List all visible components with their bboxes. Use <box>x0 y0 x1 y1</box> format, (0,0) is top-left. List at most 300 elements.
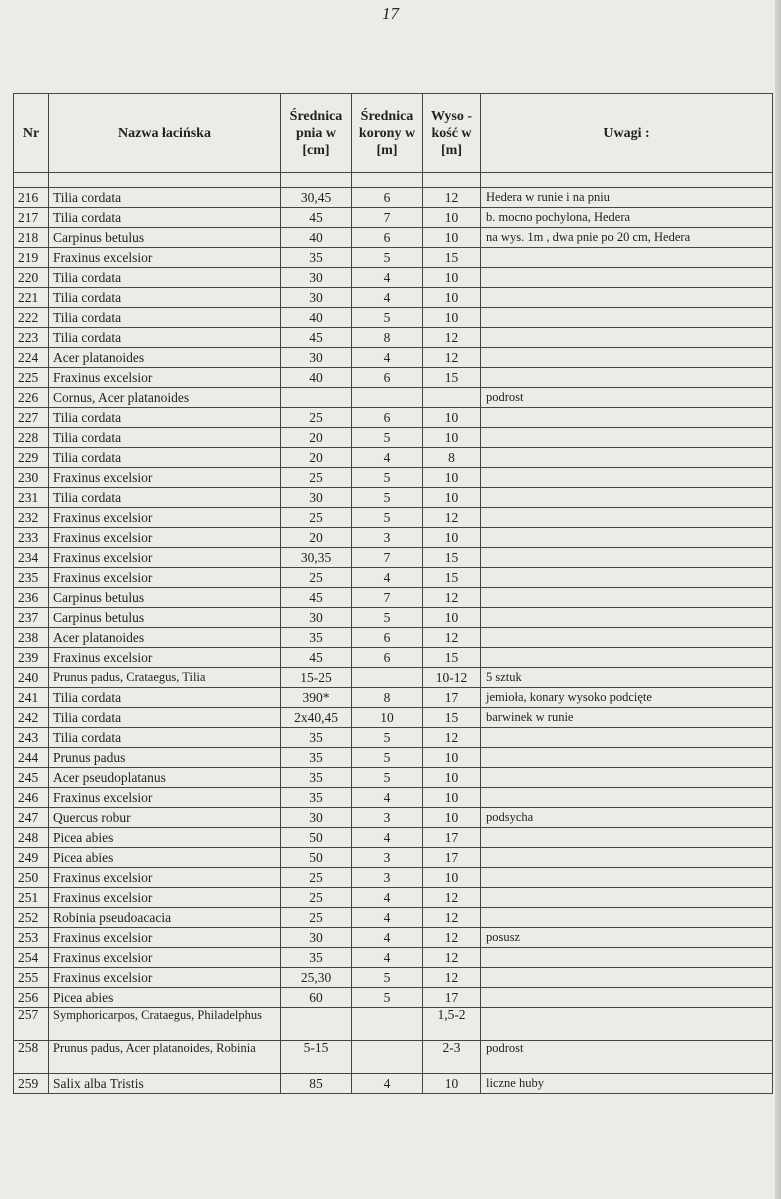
table-row <box>14 1074 773 1094</box>
cell-trunk-diameter: 20 <box>281 528 352 548</box>
cell-height: 10-12 <box>423 668 481 688</box>
cell-nr: 241 <box>14 688 49 708</box>
cell-notes <box>481 368 773 388</box>
cell-trunk-diameter: 25 <box>281 508 352 528</box>
cell-trunk-diameter: 25 <box>281 888 352 908</box>
cell-nr: 247 <box>14 808 49 828</box>
table-row <box>14 308 773 328</box>
table-row <box>14 1041 773 1074</box>
cell-height: 15 <box>423 368 481 388</box>
cell-nr: 226 <box>14 388 49 408</box>
cell-height: 12 <box>423 968 481 988</box>
cell-trunk-diameter: 25 <box>281 908 352 928</box>
cell-notes <box>481 628 773 648</box>
cell-height: 10 <box>423 288 481 308</box>
cell-latin-name: Tilia cordata <box>49 488 281 508</box>
cell-nr: 245 <box>14 768 49 788</box>
cell-height: 15 <box>423 568 481 588</box>
table-row <box>14 968 773 988</box>
cell-notes: liczne huby <box>481 1074 773 1094</box>
table-row <box>14 528 773 548</box>
cell-latin-name: Carpinus betulus <box>49 228 281 248</box>
cell-trunk-diameter: 5-15 <box>281 1041 352 1074</box>
header-trunk-diameter: Średnica pnia w [cm] <box>281 94 352 173</box>
table-header-row <box>14 94 773 173</box>
cell-latin-name: Acer platanoides <box>49 348 281 368</box>
cell-height: 12 <box>423 908 481 928</box>
cell-latin-name: Fraxinus excelsior <box>49 928 281 948</box>
cell-crown-diameter: 4 <box>352 788 423 808</box>
cell-trunk-diameter: 35 <box>281 728 352 748</box>
cell-height: 10 <box>423 228 481 248</box>
page-number: 17 <box>382 4 399 23</box>
cell-trunk-diameter: 45 <box>281 588 352 608</box>
cell-trunk-diameter: 35 <box>281 948 352 968</box>
cell-trunk-diameter: 30 <box>281 488 352 508</box>
cell-notes <box>481 348 773 368</box>
cell-notes: posusz <box>481 928 773 948</box>
table-row <box>14 428 773 448</box>
cell-nr: 259 <box>14 1074 49 1094</box>
header-nr: Nr <box>14 94 49 173</box>
cell-crown-diameter: 8 <box>352 688 423 708</box>
cell-latin-name: Acer platanoides <box>49 628 281 648</box>
cell-notes <box>481 428 773 448</box>
cell-notes: na wys. 1m , dwa pnie po 20 cm, Hedera <box>481 228 773 248</box>
table-row <box>14 868 773 888</box>
table-row <box>14 668 773 688</box>
cell-trunk-diameter: 40 <box>281 308 352 328</box>
cell-height: 15 <box>423 648 481 668</box>
cell-crown-diameter: 4 <box>352 888 423 908</box>
table-row <box>14 988 773 1008</box>
cell-height: 10 <box>423 868 481 888</box>
cell-crown-diameter: 5 <box>352 768 423 788</box>
cell-height: 10 <box>423 308 481 328</box>
cell-crown-diameter: 6 <box>352 648 423 668</box>
table-row <box>14 328 773 348</box>
table-row <box>14 488 773 508</box>
cell-crown-diameter: 7 <box>352 548 423 568</box>
cell-crown-diameter: 4 <box>352 1074 423 1094</box>
cell-nr: 223 <box>14 328 49 348</box>
cell-nr: 220 <box>14 268 49 288</box>
cell-crown-diameter: 7 <box>352 588 423 608</box>
cell-notes <box>481 448 773 468</box>
cell-nr: 251 <box>14 888 49 908</box>
header-crown-diameter: Średnica korony w [m] <box>352 94 423 173</box>
cell-height: 12 <box>423 888 481 908</box>
cell-crown-diameter: 5 <box>352 488 423 508</box>
table-row <box>14 948 773 968</box>
cell-latin-name: Robinia pseudoacacia <box>49 908 281 928</box>
cell-height: 15 <box>423 248 481 268</box>
cell-nr: 246 <box>14 788 49 808</box>
cell-nr: 253 <box>14 928 49 948</box>
table-row <box>14 348 773 368</box>
cell-height: 8 <box>423 448 481 468</box>
cell-notes <box>481 1008 773 1041</box>
cell-height: 12 <box>423 348 481 368</box>
tree-inventory-table <box>13 93 773 1094</box>
cell-crown-diameter: 8 <box>352 328 423 348</box>
cell-latin-name: Fraxinus excelsior <box>49 948 281 968</box>
cell-nr: 221 <box>14 288 49 308</box>
cell-latin-name: Picea abies <box>49 828 281 848</box>
table-row <box>14 828 773 848</box>
cell-trunk-diameter: 50 <box>281 848 352 868</box>
cell-nr: 243 <box>14 728 49 748</box>
cell-height: 10 <box>423 268 481 288</box>
cell-notes: podsycha <box>481 808 773 828</box>
table-row <box>14 368 773 388</box>
cell-trunk-diameter: 30 <box>281 348 352 368</box>
cell-height: 17 <box>423 828 481 848</box>
table-row <box>14 728 773 748</box>
cell-notes: podrost <box>481 1041 773 1074</box>
cell-nr: 233 <box>14 528 49 548</box>
cell-crown-diameter <box>352 668 423 688</box>
cell-crown-diameter <box>352 388 423 408</box>
cell-height: 17 <box>423 848 481 868</box>
cell-notes <box>481 248 773 268</box>
cell-notes <box>481 988 773 1008</box>
cell-notes: podrost <box>481 388 773 408</box>
cell-height: 10 <box>423 808 481 828</box>
table-row <box>14 388 773 408</box>
table-row <box>14 208 773 228</box>
cell-trunk-diameter: 30 <box>281 288 352 308</box>
table-row <box>14 288 773 308</box>
cell-nr: 225 <box>14 368 49 388</box>
cell-trunk-diameter: 35 <box>281 748 352 768</box>
cell-nr: 235 <box>14 568 49 588</box>
cell-notes: barwinek w runie <box>481 708 773 728</box>
cell-trunk-diameter <box>281 1008 352 1041</box>
cell-latin-name: Carpinus betulus <box>49 608 281 628</box>
table-row <box>14 768 773 788</box>
cell-latin-name: Fraxinus excelsior <box>49 548 281 568</box>
cell-notes <box>481 748 773 768</box>
cell-nr: 242 <box>14 708 49 728</box>
cell-latin-name: Fraxinus excelsior <box>49 788 281 808</box>
cell-trunk-diameter <box>281 388 352 408</box>
cell-notes <box>481 828 773 848</box>
cell-notes <box>481 648 773 668</box>
cell-notes <box>481 488 773 508</box>
cell-latin-name: Quercus robur <box>49 808 281 828</box>
table-row <box>14 688 773 708</box>
cell-trunk-diameter: 35 <box>281 628 352 648</box>
cell-notes <box>481 288 773 308</box>
cell-latin-name: Fraxinus excelsior <box>49 368 281 388</box>
cell-latin-name: Tilia cordata <box>49 288 281 308</box>
cell-height: 12 <box>423 728 481 748</box>
cell-notes <box>481 528 773 548</box>
cell-crown-diameter: 5 <box>352 728 423 748</box>
cell-height: 17 <box>423 988 481 1008</box>
page-edge <box>775 0 781 1199</box>
cell-height: 2-3 <box>423 1041 481 1074</box>
table-row <box>14 928 773 948</box>
cell-crown-diameter: 6 <box>352 628 423 648</box>
cell-trunk-diameter: 45 <box>281 208 352 228</box>
cell-height: 17 <box>423 688 481 708</box>
cell-latin-name: Tilia cordata <box>49 408 281 428</box>
cell-trunk-diameter: 45 <box>281 328 352 348</box>
cell-trunk-diameter: 35 <box>281 248 352 268</box>
cell-trunk-diameter: 35 <box>281 768 352 788</box>
cell-nr: 217 <box>14 208 49 228</box>
table-row <box>14 1008 773 1041</box>
cell-height: 12 <box>423 628 481 648</box>
cell-height: 10 <box>423 1074 481 1094</box>
cell-notes: jemioła, konary wysoko podcięte <box>481 688 773 708</box>
table-row <box>14 188 773 208</box>
cell-latin-name: Tilia cordata <box>49 688 281 708</box>
cell-latin-name: Picea abies <box>49 848 281 868</box>
cell-nr: 256 <box>14 988 49 1008</box>
cell-trunk-diameter: 40 <box>281 368 352 388</box>
cell-nr: 219 <box>14 248 49 268</box>
table-row <box>14 628 773 648</box>
cell-latin-name: Fraxinus excelsior <box>49 968 281 988</box>
cell-height: 10 <box>423 408 481 428</box>
cell-height: 10 <box>423 748 481 768</box>
cell-notes <box>481 728 773 748</box>
cell-latin-name: Prunus padus <box>49 748 281 768</box>
table-row <box>14 608 773 628</box>
cell-latin-name: Tilia cordata <box>49 328 281 348</box>
cell-height: 12 <box>423 928 481 948</box>
cell-notes: Hedera w runie i na pniu <box>481 188 773 208</box>
cell-nr: 227 <box>14 408 49 428</box>
cell-crown-diameter <box>352 1008 423 1041</box>
cell-crown-diameter: 4 <box>352 288 423 308</box>
cell-crown-diameter: 6 <box>352 188 423 208</box>
cell-height: 12 <box>423 328 481 348</box>
cell-latin-name: Fraxinus excelsior <box>49 528 281 548</box>
cell-crown-diameter: 4 <box>352 828 423 848</box>
cell-crown-diameter: 5 <box>352 508 423 528</box>
cell-latin-name: Cornus, Acer platanoides <box>49 388 281 408</box>
cell-height <box>423 388 481 408</box>
cell-nr: 240 <box>14 668 49 688</box>
cell-crown-diameter: 4 <box>352 908 423 928</box>
cell-nr: 218 <box>14 228 49 248</box>
cell-crown-diameter: 4 <box>352 568 423 588</box>
cell-latin-name: Fraxinus excelsior <box>49 868 281 888</box>
cell-latin-name: Fraxinus excelsior <box>49 468 281 488</box>
cell-notes <box>481 868 773 888</box>
cell-nr: 258 <box>14 1041 49 1074</box>
cell-height: 15 <box>423 708 481 728</box>
table-row <box>14 248 773 268</box>
cell-notes: b. mocno pochylona, Hedera <box>481 208 773 228</box>
cell-latin-name: Tilia cordata <box>49 308 281 328</box>
header-notes: Uwagi : <box>481 94 773 173</box>
cell-trunk-diameter: 15-25 <box>281 668 352 688</box>
cell-notes <box>481 788 773 808</box>
cell-nr: 222 <box>14 308 49 328</box>
table-row <box>14 548 773 568</box>
cell-latin-name: Fraxinus excelsior <box>49 568 281 588</box>
table-row <box>14 448 773 468</box>
cell-height: 12 <box>423 188 481 208</box>
cell-latin-name: Tilia cordata <box>49 208 281 228</box>
cell-latin-name: Picea abies <box>49 988 281 1008</box>
cell-nr: 230 <box>14 468 49 488</box>
cell-nr: 228 <box>14 428 49 448</box>
table-row <box>14 748 773 768</box>
cell-height: 12 <box>423 508 481 528</box>
cell-nr: 244 <box>14 748 49 768</box>
cell-nr: 257 <box>14 1008 49 1041</box>
cell-latin-name: Tilia cordata <box>49 188 281 208</box>
cell-latin-name: Acer pseudoplatanus <box>49 768 281 788</box>
cell-notes <box>481 888 773 908</box>
cell-trunk-diameter: 40 <box>281 228 352 248</box>
cell-crown-diameter: 6 <box>352 228 423 248</box>
cell-crown-diameter: 5 <box>352 468 423 488</box>
cell-trunk-diameter: 25 <box>281 408 352 428</box>
table-row <box>14 508 773 528</box>
cell-crown-diameter: 4 <box>352 948 423 968</box>
cell-trunk-diameter: 60 <box>281 988 352 1008</box>
cell-crown-diameter <box>352 1041 423 1074</box>
cell-height: 12 <box>423 588 481 608</box>
cell-crown-diameter: 3 <box>352 848 423 868</box>
cell-notes <box>481 508 773 528</box>
cell-latin-name: Fraxinus excelsior <box>49 248 281 268</box>
header-spacer-row <box>14 173 773 188</box>
cell-notes <box>481 268 773 288</box>
cell-nr: 238 <box>14 628 49 648</box>
cell-crown-diameter: 6 <box>352 368 423 388</box>
cell-latin-name: Tilia cordata <box>49 728 281 748</box>
cell-height: 10 <box>423 788 481 808</box>
cell-notes <box>481 968 773 988</box>
table-row <box>14 588 773 608</box>
table-row <box>14 228 773 248</box>
table-row <box>14 708 773 728</box>
cell-nr: 255 <box>14 968 49 988</box>
cell-trunk-diameter: 30,45 <box>281 188 352 208</box>
cell-height: 10 <box>423 428 481 448</box>
table-row <box>14 908 773 928</box>
cell-latin-name: Tilia cordata <box>49 448 281 468</box>
cell-nr: 237 <box>14 608 49 628</box>
cell-latin-name: Symphoricarpos, Crataegus, Philadelphus <box>49 1008 281 1041</box>
cell-crown-diameter: 5 <box>352 608 423 628</box>
cell-height: 1,5-2 <box>423 1008 481 1041</box>
cell-crown-diameter: 5 <box>352 308 423 328</box>
cell-trunk-diameter: 30 <box>281 808 352 828</box>
cell-crown-diameter: 5 <box>352 968 423 988</box>
cell-crown-diameter: 5 <box>352 248 423 268</box>
cell-crown-diameter: 10 <box>352 708 423 728</box>
cell-notes <box>481 568 773 588</box>
cell-notes <box>481 468 773 488</box>
cell-crown-diameter: 4 <box>352 928 423 948</box>
cell-latin-name: Carpinus betulus <box>49 588 281 608</box>
table-row <box>14 808 773 828</box>
cell-crown-diameter: 5 <box>352 988 423 1008</box>
cell-latin-name: Tilia cordata <box>49 708 281 728</box>
cell-nr: 216 <box>14 188 49 208</box>
cell-nr: 224 <box>14 348 49 368</box>
header-latin-name: Nazwa łacińska <box>49 94 281 173</box>
cell-nr: 236 <box>14 588 49 608</box>
cell-latin-name: Prunus padus, Crataegus, Tilia <box>49 668 281 688</box>
cell-crown-diameter: 4 <box>352 448 423 468</box>
table-row <box>14 888 773 908</box>
cell-notes <box>481 328 773 348</box>
cell-trunk-diameter: 25 <box>281 568 352 588</box>
cell-crown-diameter: 7 <box>352 208 423 228</box>
table-row <box>14 568 773 588</box>
cell-trunk-diameter: 20 <box>281 428 352 448</box>
cell-notes <box>481 948 773 968</box>
cell-latin-name: Tilia cordata <box>49 428 281 448</box>
cell-notes <box>481 768 773 788</box>
cell-height: 12 <box>423 948 481 968</box>
cell-trunk-diameter: 30 <box>281 268 352 288</box>
cell-nr: 239 <box>14 648 49 668</box>
cell-nr: 252 <box>14 908 49 928</box>
cell-crown-diameter: 4 <box>352 268 423 288</box>
cell-notes: 5 sztuk <box>481 668 773 688</box>
cell-crown-diameter: 3 <box>352 808 423 828</box>
table-row <box>14 268 773 288</box>
cell-trunk-diameter: 50 <box>281 828 352 848</box>
cell-trunk-diameter: 45 <box>281 648 352 668</box>
cell-height: 10 <box>423 768 481 788</box>
table-row <box>14 408 773 428</box>
cell-trunk-diameter: 30 <box>281 928 352 948</box>
cell-nr: 231 <box>14 488 49 508</box>
cell-nr: 250 <box>14 868 49 888</box>
cell-notes <box>481 848 773 868</box>
table-row <box>14 788 773 808</box>
cell-trunk-diameter: 30,35 <box>281 548 352 568</box>
cell-trunk-diameter: 390* <box>281 688 352 708</box>
cell-notes <box>481 548 773 568</box>
cell-crown-diameter: 5 <box>352 428 423 448</box>
cell-latin-name: Fraxinus excelsior <box>49 648 281 668</box>
cell-latin-name: Fraxinus excelsior <box>49 888 281 908</box>
cell-trunk-diameter: 25,30 <box>281 968 352 988</box>
cell-trunk-diameter: 20 <box>281 448 352 468</box>
cell-crown-diameter: 5 <box>352 748 423 768</box>
cell-latin-name: Fraxinus excelsior <box>49 508 281 528</box>
cell-trunk-diameter: 25 <box>281 868 352 888</box>
cell-notes <box>481 588 773 608</box>
cell-nr: 234 <box>14 548 49 568</box>
cell-height: 10 <box>423 528 481 548</box>
table-row <box>14 848 773 868</box>
table-row <box>14 648 773 668</box>
cell-notes <box>481 608 773 628</box>
cell-height: 10 <box>423 608 481 628</box>
header-height: Wyso -kość w [m] <box>423 94 481 173</box>
cell-latin-name: Tilia cordata <box>49 268 281 288</box>
cell-height: 15 <box>423 548 481 568</box>
cell-crown-diameter: 3 <box>352 868 423 888</box>
cell-nr: 254 <box>14 948 49 968</box>
cell-height: 10 <box>423 488 481 508</box>
cell-notes <box>481 408 773 428</box>
